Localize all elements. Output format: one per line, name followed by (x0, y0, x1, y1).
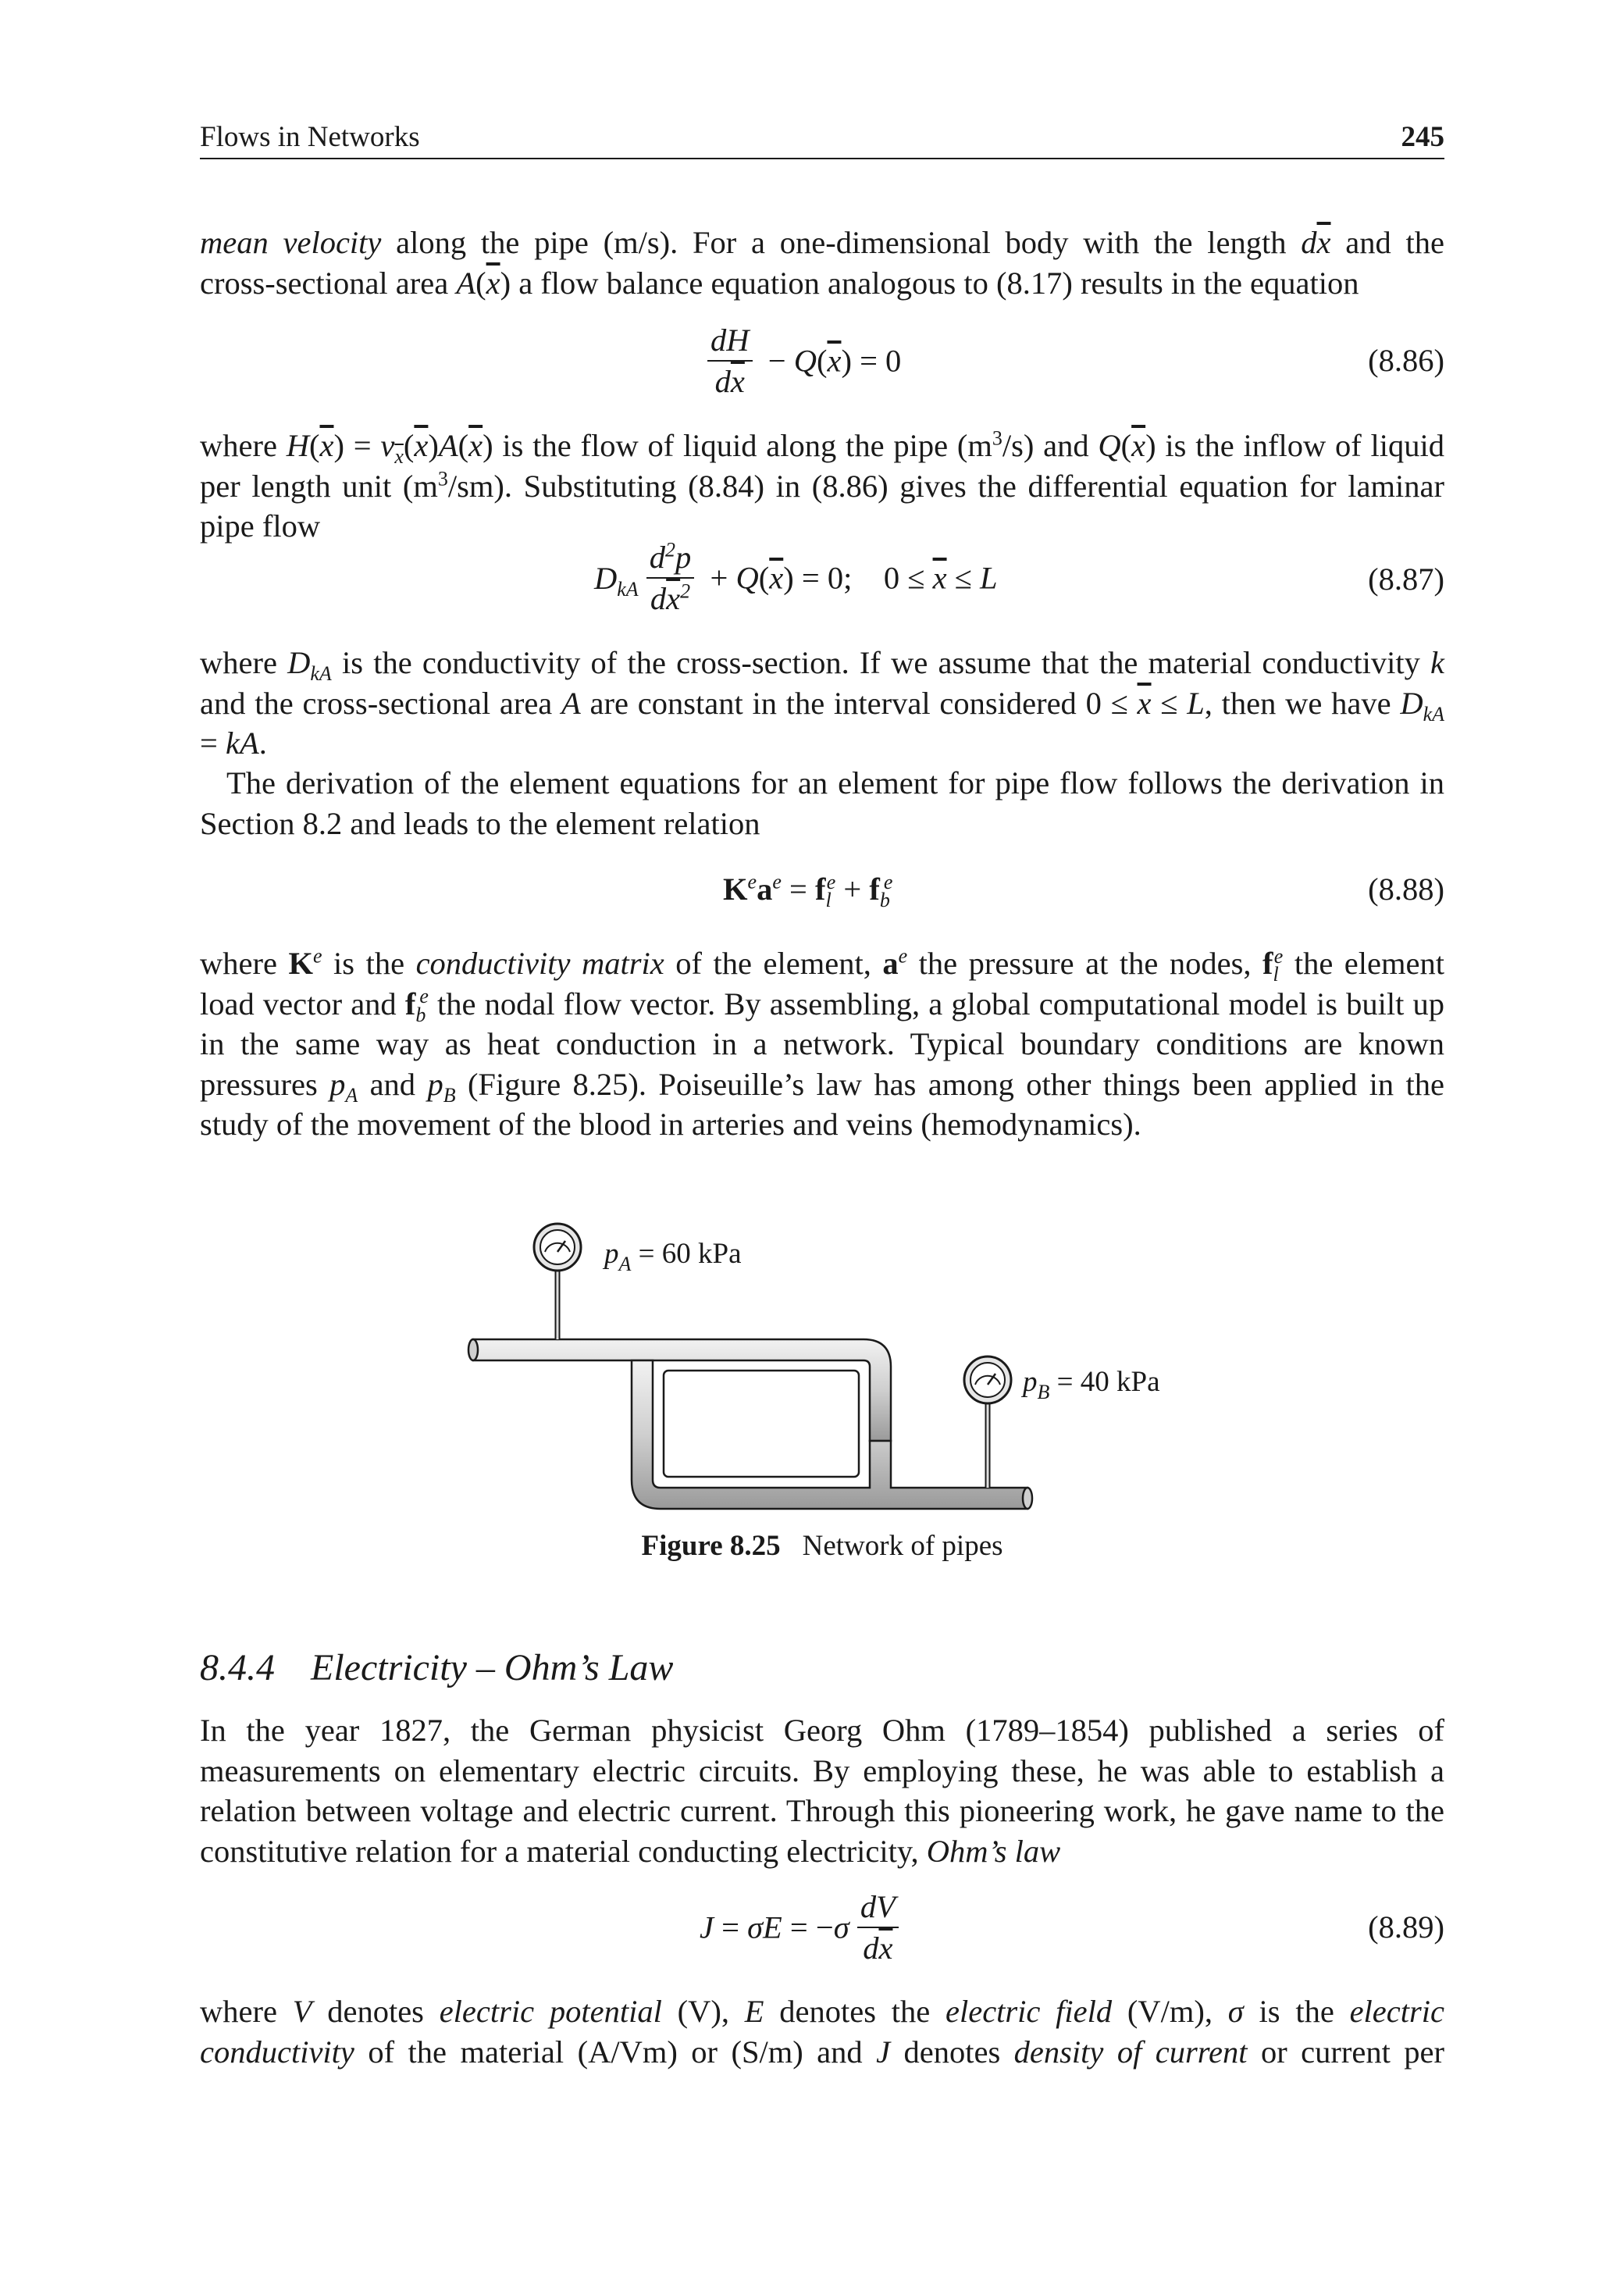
term-electric-field: electric field (945, 1994, 1113, 2029)
label-pressure-b: $p_B = 40$ kPa (1023, 1366, 1160, 1403)
caption-text: Network of pipes (802, 1530, 1003, 1562)
term-conductivity-matrix: conductivity matrix (415, 946, 664, 981)
text-run: is the (322, 946, 416, 981)
text-run: denotes (312, 1994, 440, 2029)
pipe-top-end (468, 1339, 478, 1360)
text-run: (Figure 8.25). Poiseuille’s law has among other things been applied in the study of the movement of the blood in arteries and veins (hemodynamics). (200, 1066, 1444, 1142)
equation-body: $K^ea^e = f_l^e + f_b^e$ (723, 870, 893, 912)
term-mean-velocity: mean velocity (200, 225, 382, 260)
caption-label: Figure 8.25 (641, 1530, 781, 1562)
text-run: a flow balance equation analogous to (8.17) results in the equation (511, 266, 1359, 301)
paragraph-flow: where $H(\overline{x}) = v_{\overline{x}}(\overline{x})A(\overline{x})$ is the flow of liquid along the pipe $(m^3/s)$ and $Q(\overline{x})$ is the inflow of liquid per length unit $(m^3/sm)$. Substituting (8.84) in (8.86) gives the differential equation for laminar pipe flow (200, 426, 1445, 544)
term-density-of-current: density of current (1013, 2034, 1248, 2070)
text-run: is the (1243, 1994, 1350, 2029)
figure-network-of-pipes (200, 1207, 1444, 1574)
text-run: the element load vector and (200, 946, 1444, 1021)
term-electric-potential: electric potential (439, 1994, 662, 2029)
running-title: Flows in Networks (200, 121, 420, 153)
text-run: along the pipe (m/s). For a one-dimensional body with the length (381, 225, 1302, 260)
text-run: where (200, 946, 289, 981)
text-run: where (200, 1994, 293, 2029)
text-run: In the year 1827, the German physicist Georg Ohm (1789–1854) published a series of measurements on elementary electric circuits. By employing these, he was able to establish a relation between voltage and electric current. Through this pioneering work, he gave name to the constitutive relation for a material conducting electricity, (200, 1713, 1444, 1869)
text-run: where (200, 428, 287, 463)
paragraph-element: where $K^e$ is the conductivity matrix of the element, $a^e$ the pressure at the nodes, $f_l^e$ the element load vector and $f_b^e$ the nodal flow vector. By assembling, a global computational model is built up in the same way as heat conduction in a network. Typical boundary conditions are known pressures $p_A$ and $p_B$ (Figure 8.25). Poiseuille’s law has among other things been applied in the study of the movement of the blood in arteries and veins (hemodynamics). (200, 944, 1444, 1142)
paragraph-intro: mean velocity along the pipe (m/s). For a one-dimensional body with the length $d\overline{x}$ and the (200, 225, 1444, 260)
running-head (200, 117, 1444, 159)
equation-number: (8.88) (1368, 872, 1444, 907)
text-run: is the conductivity of the cross-section. If we assume that the material conductivity (331, 645, 1431, 680)
text-run: denotes the (764, 1994, 946, 2029)
equation-body: $D_{kA}$ $\frac{d^2p}{d\overline{x}^2}$ + $Q(\overline{x}) = 0$; $0 \le \overline{x} \le L$ (594, 538, 998, 616)
text-run: of the material (A/Vm) or (S/m) and (354, 2034, 877, 2070)
text-run: the nodal flow vector. By assembling, a global computational model is built up in the same way as heat conduction in a network. Typical boundary conditions are known pressures (200, 986, 1444, 1102)
pressure-gauge-b-icon (964, 1357, 1011, 1488)
text-run: is the inflow of liquid per length unit (m (200, 428, 1445, 504)
equation-number: (8.87) (1368, 562, 1444, 597)
label-pressure-a: $p_A = 60$ kPa (604, 1238, 742, 1275)
page-number: 245 (1401, 121, 1444, 153)
text-run: are constant in the interval considered (580, 685, 1086, 721)
section-number: 8.4.4 (200, 1647, 275, 1688)
text-run: , then we have (1204, 685, 1401, 721)
section-heading (200, 1646, 673, 1689)
section-title: Electricity – Ohm’s Law (311, 1647, 674, 1688)
text-run: denotes (890, 2034, 1014, 2070)
text-run: and the (1330, 225, 1444, 260)
equation-8-88 (200, 871, 1444, 918)
text-run: /sm). Substituting (8.84) in (8.86) gives the differential equation for laminar pipe flow (200, 468, 1444, 544)
paragraph-electric-definitions: where V denotes electric potential (V), E denotes the electric field (V/m), σ is the electric conductivity of the material (A/Vm) or (S/m) and J denotes density of current or current per (200, 1994, 1444, 2070)
text-run: or current per (1247, 2034, 1444, 2070)
equation-number: (8.86) (1368, 343, 1444, 378)
text-run: cross-sectional area (200, 266, 457, 301)
text-run: the pressure at the nodes, (907, 946, 1263, 981)
equation-number: (8.89) (1368, 1909, 1444, 1945)
pipe-network-illustration (200, 1207, 1444, 1574)
text-run: is the flow of liquid along the pipe (m (493, 428, 992, 463)
paragraph-intro-line2: cross-sectional area $A(\overline{x})$ a flow balance equation analogous to (8.17) results in the equation (200, 266, 1359, 301)
pipe-bottom-end (1023, 1488, 1032, 1509)
text-run: and the cross-sectional area (200, 685, 562, 721)
pipe-loop-inner (664, 1371, 859, 1477)
equation-8-86 (200, 322, 1444, 408)
equation-8-89 (200, 1888, 1444, 1974)
term-ohms-law: Ohm’s law (926, 1833, 1061, 1869)
paragraph-ohm (200, 1710, 1444, 1871)
text-run: (V), (661, 1994, 745, 2029)
text-run: /s) and (1002, 428, 1099, 463)
pressure-gauge-a-icon (534, 1224, 581, 1339)
figure-caption (200, 1529, 1444, 1563)
equation-8-87 (200, 539, 1444, 625)
text-run: where (200, 645, 288, 680)
text-run: and (358, 1066, 428, 1102)
text-run: (V/m), (1112, 1994, 1228, 2029)
term-electric-conductivity: electric conductivity (200, 1994, 1444, 2070)
text-run: of the element, (664, 946, 883, 981)
paragraph-derivation: The derivation of the element equations for an element for pipe flow follows the derivation in Section 8.2 and leads to the element relation (200, 765, 1444, 841)
equation-body: J = σE = −σ $\frac{dV}{d\overline{x}}$ (700, 1888, 899, 1966)
paragraph-conductivity: where $D_{kA}$ is the conductivity of the cross-section. If we assume that the material conductivity k and the cross-sectional area A are constant in the interval considered $0 \le \overline{x} \le L$, then we have $D_{kA}$ = kA. (200, 645, 1445, 761)
equation-body: $\frac{dH}{d\overline{x}}$ − $Q(\overline{x}) = 0$ (707, 322, 901, 400)
